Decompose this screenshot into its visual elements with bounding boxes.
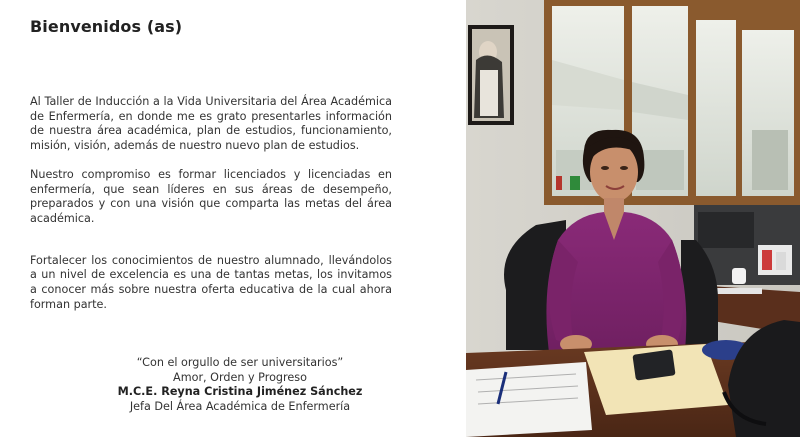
welcome-text xyxy=(30,95,392,312)
paragraph-intro: Al Taller de Inducción a la Vida Universitaria del Área Académica de Enfermería, en donde me es grato presentarles información de nuestra área académica, plan de estudios, funcionamiento, misión, visión, además de nuestro nuevo plan de estudios. xyxy=(30,95,392,153)
signature-block xyxy=(30,356,450,414)
signature-motto: Amor, Orden y Progreso xyxy=(173,370,307,384)
page-title: Bienvenidos (as) xyxy=(30,17,183,36)
signature-name: M.C.E. Reyna Cristina Jiménez Sánchez xyxy=(117,385,363,399)
signature-role: Jefa Del Área Académica de Enfermería xyxy=(129,399,351,413)
paragraph-goals: Fortalecer los conocimientos de nuestro alumnado, llevándolos a un nivel de excelencia es una de tantas metas, los invitamos a conocer más sobre nuestra oferta educativa de la cual ahora forman parte. xyxy=(30,253,392,311)
director-photo xyxy=(466,0,800,437)
signature-quote: “Con el orgullo de ser universitarios” xyxy=(136,356,344,369)
office-photo-illustration xyxy=(466,0,800,437)
paragraph-commitment: Nuestro compromiso es formar licenciados y licenciadas en enfermería, que sean líderes en sus áreas de desempeño, preparados y con una visión que comparta las metas del área académica. xyxy=(30,167,392,225)
